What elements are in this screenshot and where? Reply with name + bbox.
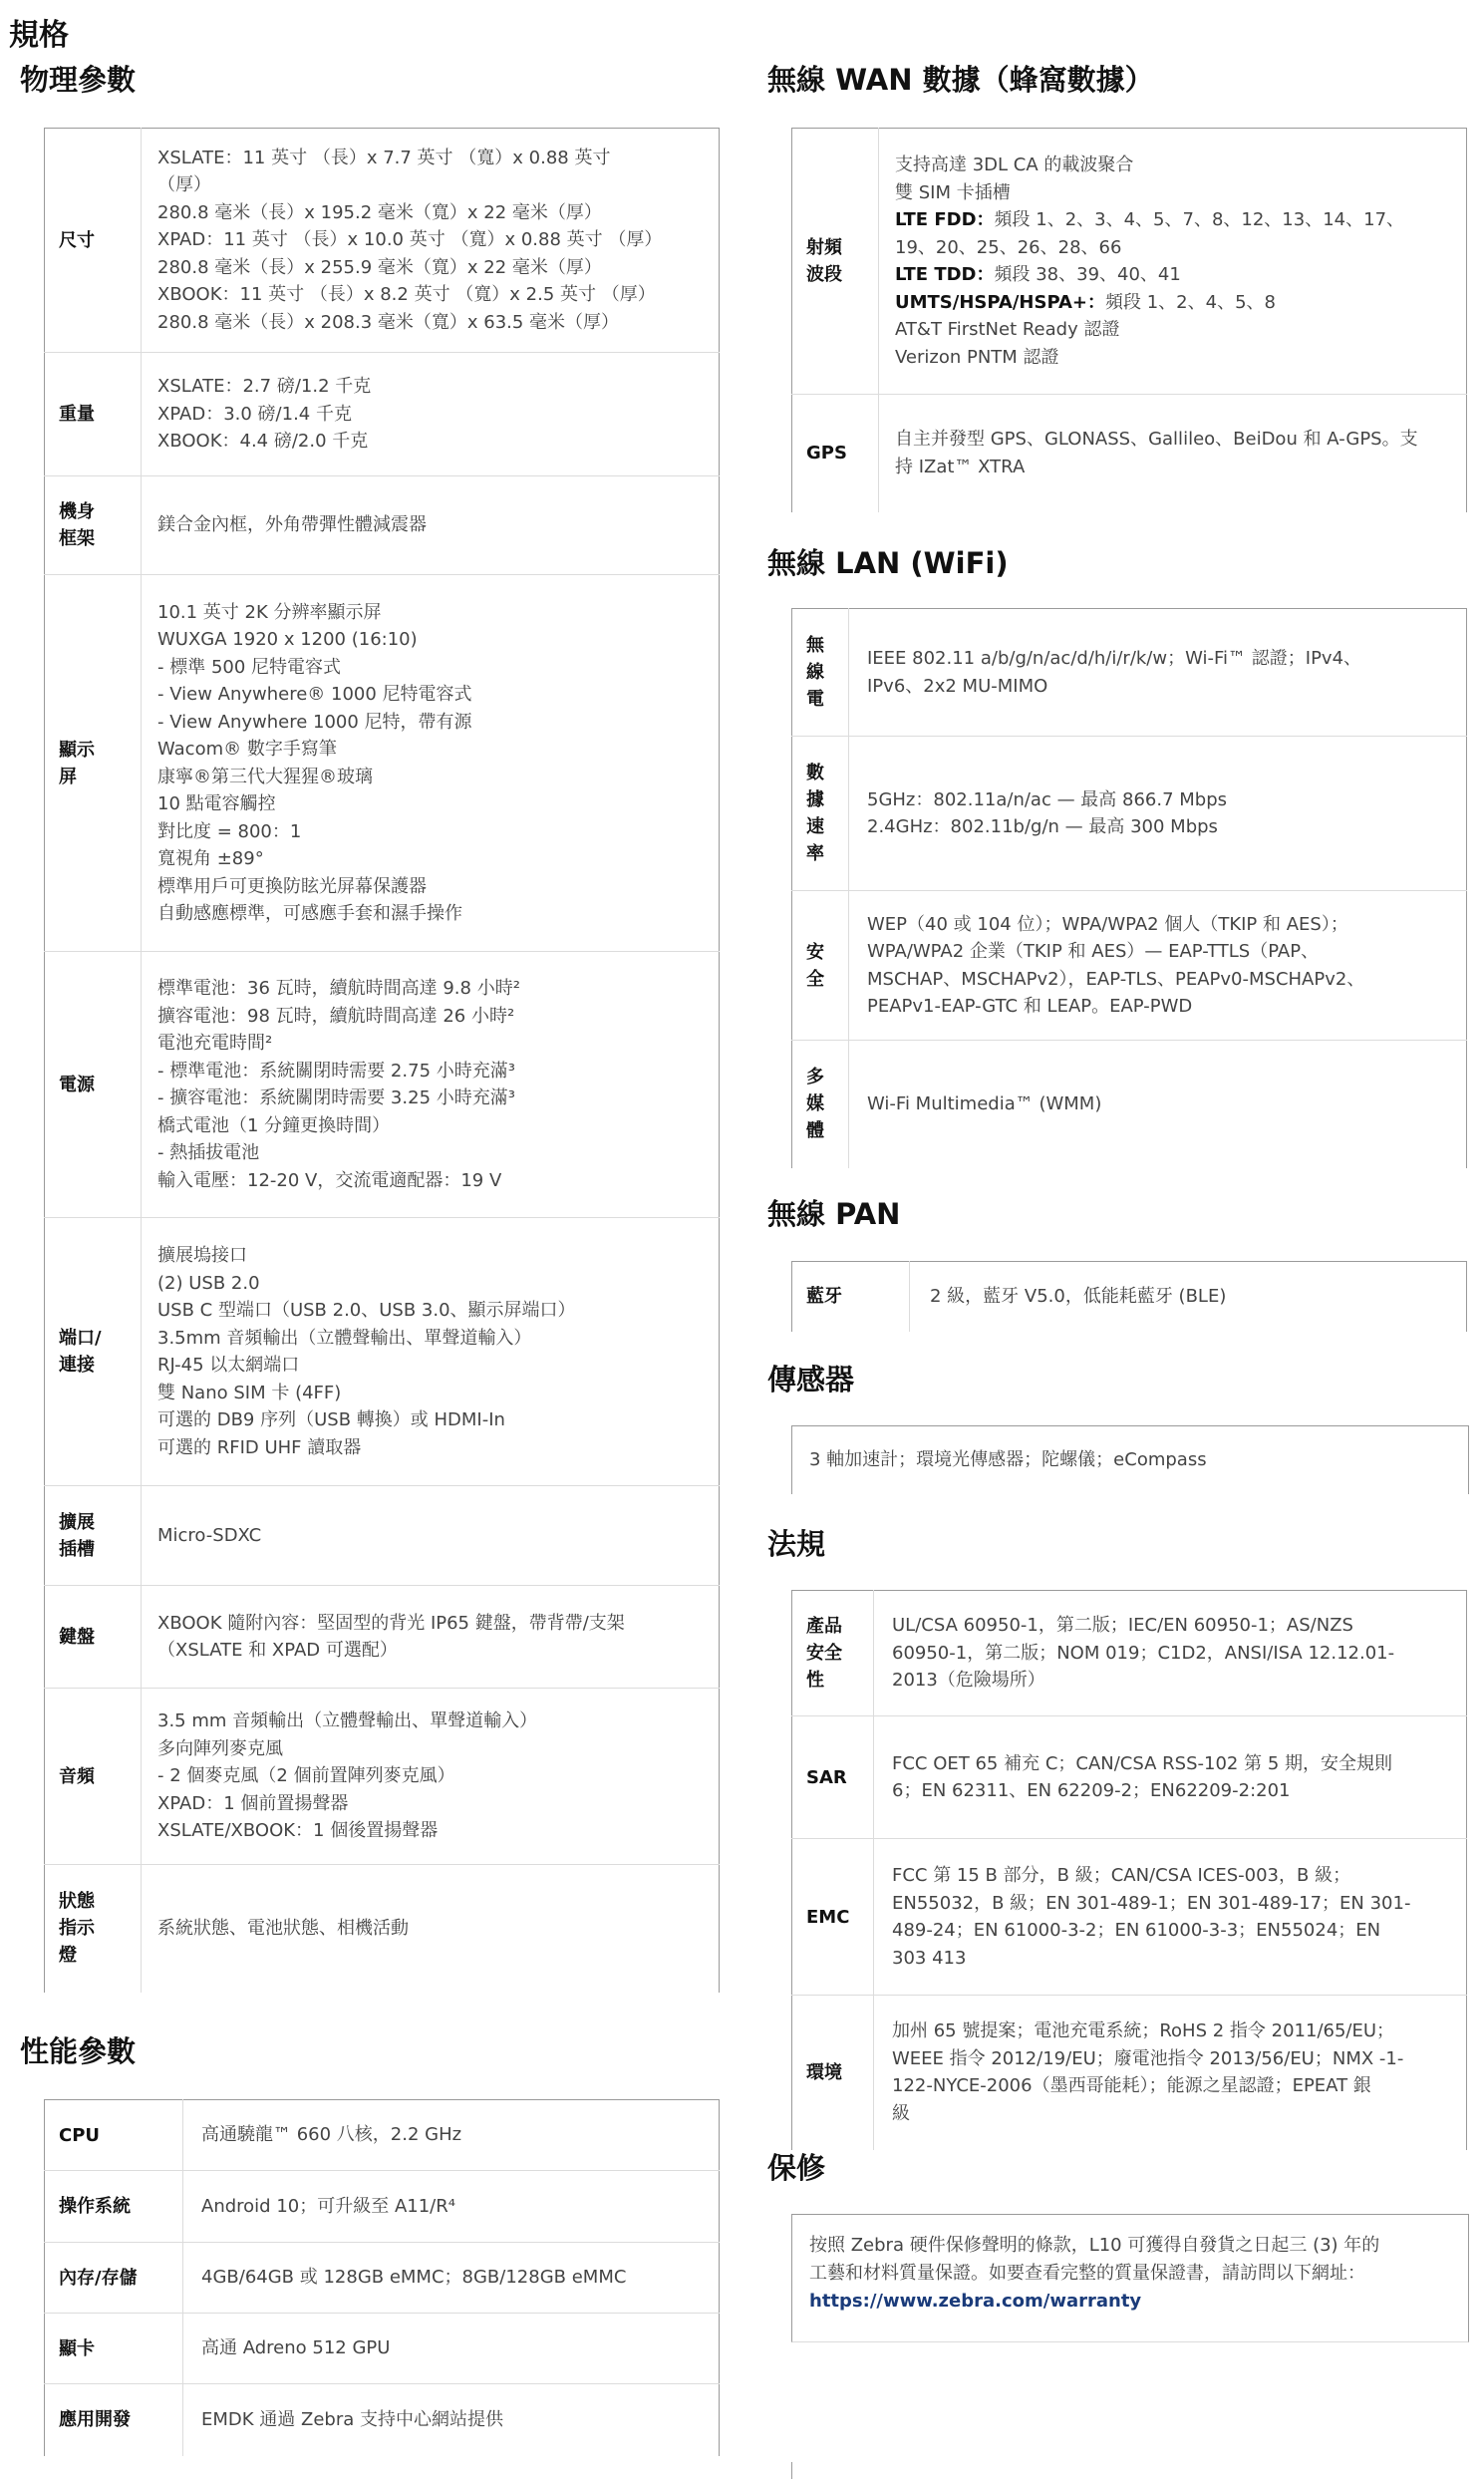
spec-value-line — [895, 454, 1466, 481]
spec-label-line: 數 — [806, 763, 824, 783]
spec-row — [45, 2171, 720, 2243]
spec-value-line: 寬視角 ±89° — [157, 848, 264, 869]
spec-value — [142, 476, 720, 575]
spec-value-line: 2.4GHz：802.11b/g/n — 最高 300 Mbps — [867, 816, 1218, 837]
spec-label — [45, 476, 142, 575]
spec-row — [45, 1689, 720, 1865]
spec-value-line: - 標準電池：系統關閉時需要 2.75 小時充滿³ — [157, 1060, 515, 1082]
spec-value-line: XSLATE：2.7 磅/1.2 千克 — [157, 376, 372, 398]
spec-value-line: XPAD：11 英寸 （長）x 10.0 英寸 （寬）x 0.88 英寸 （厚） — [157, 229, 663, 251]
spec-row — [45, 353, 720, 476]
spec-value-line: XPAD：3.0 磅/1.4 千克 — [157, 403, 352, 425]
spec-value-line: 級 — [892, 2102, 910, 2124]
spec-value-line: EMDK 通過 Zebra 支持中心網站提供 — [201, 2409, 503, 2430]
spec-value — [874, 1591, 1467, 1716]
spec-label-line: 連接 — [59, 1355, 95, 1376]
spec-value-line: WUXGA 1920 x 1200 (16:10) — [157, 629, 418, 650]
spec-label-line: 擴展 — [59, 1511, 95, 1533]
spec-value-text: 自主并發型 GPS、GLONASS、Gallileo、BeiDou 和 A-GPS。支 — [895, 429, 1418, 451]
spec-value-line: 4GB/64GB 或 128GB eMMC；8GB/128GB eMMC — [201, 2267, 627, 2289]
spec-value-line: FCC OET 65 補充 C；CAN/CSA RSS-102 第 5 期，安全規則 — [892, 1752, 1392, 1774]
spec-row — [45, 1586, 720, 1689]
spec-value — [874, 1839, 1467, 1996]
spec-label-line: 電源 — [59, 1074, 95, 1095]
spec-row — [45, 2100, 720, 2171]
spec-row — [45, 575, 720, 952]
spec-value-line: 489-24；EN 61000-3-2；EN 61000-3-3；EN55024；EN — [892, 1920, 1381, 1941]
spec-value-text: 雙 SIM 卡插槽 — [895, 181, 1011, 203]
spec-label-line: 內存/存儲 — [59, 2267, 138, 2289]
spec-value — [142, 952, 720, 1218]
spec-value-line: 可選的 DB9 序列（USB 轉換）或 HDMI-In — [157, 1409, 505, 1430]
section-title-wwan: 無線 WAN 數據（蜂窩數據） — [767, 63, 1154, 97]
warranty-text — [809, 2232, 1379, 2316]
section-title-regulatory: 法規 — [767, 1527, 826, 1561]
spec-value — [849, 1041, 1467, 1168]
spec-label — [792, 1839, 874, 1996]
spec-value-line: FCC 第 15 B 部分，B 級；CAN/CSA ICES-003，B 級； — [892, 1865, 1351, 1886]
spec-label-line: 性 — [806, 1670, 824, 1691]
spec-value — [879, 395, 1467, 512]
spec-row — [792, 1716, 1467, 1839]
spec-value-line: 280.8 毫米（長）x 195.2 毫米（寬）x 22 毫米（厚） — [157, 201, 602, 223]
section-title-wpan: 無線 PAN — [767, 1197, 901, 1231]
spec-label — [792, 395, 879, 512]
spec-label-line: 燈 — [59, 1945, 77, 1967]
spec-label-line: SAR — [806, 1766, 847, 1788]
spec-label-line: 多 — [806, 1067, 824, 1088]
spec-value-line: - View Anywhere® 1000 尼特電容式 — [157, 684, 472, 705]
spec-label — [45, 2243, 183, 2314]
spec-value-line: XBOOK 隨附內容：堅固型的背光 IP65 鍵盤，帶背帶/支架 — [157, 1612, 625, 1634]
page-title: 規格 — [9, 18, 69, 53]
spec-row — [45, 1865, 720, 1993]
spec-value-line — [895, 261, 1466, 289]
spec-value-line: 擴展塢接口 — [157, 1245, 247, 1266]
spec-label-line: 電 — [806, 689, 824, 710]
spec-value-text: AT&T FirstNet Ready 認證 — [895, 319, 1120, 340]
spec-label — [45, 1689, 142, 1865]
spec-value-line: Micro-SDXC — [157, 1524, 262, 1546]
spec-label-line: 框架 — [59, 528, 95, 549]
spec-value-line: 10.1 英寸 2K 分辨率顯示屏 — [157, 601, 382, 623]
spec-label — [45, 2171, 183, 2243]
spec-value-line — [895, 426, 1466, 454]
spec-value-text: 19、20、25、26、28、66 — [895, 236, 1122, 258]
spec-label-line: 音頻 — [59, 1765, 95, 1787]
warranty-box — [791, 2214, 1469, 2342]
spec-label — [45, 575, 142, 952]
spec-label — [45, 2314, 183, 2384]
spec-label-line: 產品 — [806, 1616, 842, 1637]
spec-label — [792, 129, 879, 395]
performance-spec-table — [44, 2099, 720, 2456]
spec-value-line — [895, 344, 1466, 372]
spec-value-line — [895, 206, 1466, 234]
wlan-spec-table — [791, 608, 1467, 1168]
spec-value-line: 10 點電容觸控 — [157, 793, 276, 814]
spec-value-line — [895, 152, 1466, 179]
spec-value-line: 303 413 — [892, 1947, 967, 1969]
spec-value-line: 可選的 RFID UHF 讀取器 — [157, 1436, 362, 1458]
spec-value-line: WPA/WPA2 企業（TKIP 和 AES）— EAP-TTLS（PAP、 — [867, 941, 1320, 962]
spec-label — [45, 1486, 142, 1586]
warranty-line: 按照 Zebra 硬件保修聲明的條款，L10 可獲得自發貨之日起三 (3) 年的 — [809, 2235, 1380, 2256]
spec-row — [45, 2243, 720, 2314]
spec-value-line — [895, 234, 1466, 262]
spec-value — [910, 1262, 1467, 1332]
spec-value-line: XPAD：1 個前置揚聲器 — [157, 1792, 349, 1814]
spec-value-line: （厚） — [157, 174, 211, 196]
spec-value-line: 鎂合金內框，外角帶彈性體減震器 — [157, 514, 427, 536]
spec-value-line: 標準用戶可更換防眩光屏幕保護器 — [157, 875, 427, 897]
spec-value-line: 標準電池：36 瓦時，續航時間高達 9.8 小時² — [157, 978, 520, 999]
spec-row — [792, 1591, 1467, 1716]
spec-row — [45, 2384, 720, 2456]
spec-label — [45, 353, 142, 476]
spec-label — [792, 1262, 910, 1332]
spec-label-line: 重量 — [59, 404, 95, 425]
spec-value-line: 2013（危險場所） — [892, 1670, 1045, 1692]
spec-value-line — [895, 316, 1466, 344]
sensors-text: 3 軸加速計；環境光傳感器；陀螺儀；eCompass — [809, 1449, 1207, 1470]
section-title-wlan: 無線 LAN (WiFi) — [767, 546, 1009, 580]
spec-label-line: 插槽 — [59, 1538, 95, 1560]
spec-value-text: 持 IZat™ XTRA — [895, 456, 1026, 477]
spec-label-line: 機身 — [59, 501, 95, 522]
spec-value-line: 3.5mm 音頻輸出（立體聲輸出、單聲道輸入） — [157, 1327, 532, 1349]
spec-value-line: EN55032，B 級；EN 301-489-1；EN 301-489-17；EN 301- — [892, 1892, 1411, 1914]
warranty-line: 工藝和材料質量保證。如要查看完整的質量保證書，請訪問以下網址： — [809, 2263, 1365, 2284]
spec-row — [45, 1218, 720, 1486]
divider — [791, 2462, 792, 2479]
spec-value-line: 自動感應標準，可感應手套和濕手操作 — [157, 903, 462, 924]
spec-row — [45, 952, 720, 1218]
spec-row — [792, 129, 1467, 395]
spec-value-line: - 熱插拔電池 — [157, 1142, 260, 1163]
spec-value-line: 高通驍龍™ 660 八核，2.2 GHz — [201, 2124, 462, 2146]
spec-value-line: Wacom® 數字手寫筆 — [157, 739, 337, 760]
spec-value-line: WEP（40 或 104 位）；WPA/WPA2 個人（TKIP 和 AES）； — [867, 913, 1348, 935]
spec-value-line — [895, 289, 1466, 317]
spec-value-line: MSCHAP、MSCHAPv2），EAP-TLS、PEAPv0-MSCHAPv2、 — [867, 968, 1365, 990]
spec-label — [792, 1041, 849, 1168]
spec-value-line: PEAPv1-EAP-GTC 和 LEAP。EAP-PWD — [867, 996, 1193, 1017]
spec-value-line: WEEE 指令 2012/19/EU；廢電池指令 2013/56/EU；NMX -1- — [892, 2047, 1404, 2069]
spec-value-text: 頻段 1、2、4、5、8 — [1105, 291, 1276, 313]
spec-value-line: (2) USB 2.0 — [157, 1272, 260, 1294]
spec-value-line: - View Anywhere 1000 尼特，帶有源 — [157, 711, 472, 733]
spec-value-line: RJ-45 以太網端口 — [157, 1355, 300, 1376]
spec-label-line: 波段 — [806, 264, 842, 285]
spec-label-line: 體 — [806, 1120, 824, 1142]
spec-value-line: 雙 Nano SIM 卡 (4FF) — [157, 1382, 342, 1403]
spec-label-line: CPU — [59, 2124, 101, 2146]
spec-label-line: 尺寸 — [59, 229, 95, 251]
spec-value-line: UL/CSA 60950-1，第二版；IEC/EN 60950-1；AS/NZS — [892, 1615, 1353, 1637]
spec-value-line: IEEE 802.11 a/b/g/n/ac/d/h/i/r/k/w；Wi-Fi™ 認證；IPv4、 — [867, 648, 1362, 669]
spec-label — [792, 1591, 874, 1716]
spec-label-line: 指示 — [59, 1918, 95, 1940]
spec-value-line: 6；EN 62311、EN 62209-2；EN62209-2:201 — [892, 1780, 1291, 1801]
sensors-box — [791, 1425, 1469, 1494]
spec-label — [45, 1586, 142, 1689]
spec-row — [45, 476, 720, 575]
spec-value-text: 頻段 38、39、40、41 — [994, 264, 1181, 285]
spec-value-line: XBOOK：4.4 磅/2.0 千克 — [157, 431, 369, 453]
spec-label-line: 速 — [806, 816, 824, 837]
spec-label-line: 屏 — [59, 766, 77, 787]
spec-value-line: 2 級，藍牙 V5.0，低能耗藍牙 (BLE) — [930, 1286, 1227, 1307]
spec-value — [849, 737, 1467, 891]
spec-value-text: 支持高達 3DL CA 的載波聚合 — [895, 155, 1134, 175]
spec-label — [45, 2384, 183, 2456]
spec-value-line: XSLATE/XBOOK：1 個後置揚聲器 — [157, 1820, 439, 1842]
spec-value — [183, 2171, 720, 2243]
spec-label — [45, 2100, 183, 2171]
spec-value — [879, 129, 1467, 395]
spec-value-line: 多向陣列麥克風 — [157, 1737, 283, 1759]
spec-row — [45, 1486, 720, 1586]
spec-label — [792, 609, 849, 737]
spec-label-line: 端口/ — [59, 1328, 102, 1349]
spec-value-line: （XSLATE 和 XPAD 可選配） — [157, 1640, 398, 1661]
spec-value — [142, 353, 720, 476]
spec-value-line: 280.8 毫米（長）x 255.9 毫米（寬）x 22 毫米（厚） — [157, 256, 602, 278]
spec-value-line: 高通 Adreno 512 GPU — [201, 2337, 391, 2359]
spec-value-line: Android 10；可升級至 A11/R⁴ — [201, 2195, 455, 2217]
spec-value-line: XSLATE：11 英寸 （長）x 7.7 英寸 （寬）x 0.88 英寸 — [157, 147, 611, 168]
section-title-physical: 物理參數 — [20, 63, 137, 97]
spec-label-line: EMC — [806, 1906, 850, 1928]
spec-value — [183, 2100, 720, 2171]
spec-row — [792, 891, 1467, 1041]
spec-value-line: 擴容電池：98 瓦時，續航時間高達 26 小時² — [157, 1005, 515, 1027]
spec-label-line: 率 — [806, 843, 824, 864]
spec-value-line: 橋式電池（1 分鐘更換時間） — [157, 1114, 391, 1136]
spec-row — [792, 1996, 1467, 2150]
spec-value-text: Verizon PNTM 認證 — [895, 346, 1059, 368]
spec-value-line: USB C 型端口（USB 2.0、USB 3.0、顯示屏端口） — [157, 1300, 576, 1321]
spec-value — [142, 575, 720, 952]
spec-value-line: 122-NYCE-2006（墨西哥能耗）；能源之星認證；EPEAT 銀 — [892, 2075, 1371, 2097]
spec-label-line: 安 — [806, 941, 824, 963]
spec-value-line: 康寧®第三代大猩猩®玻璃 — [157, 766, 373, 787]
spec-label-line: 據 — [806, 789, 824, 810]
warranty-link[interactable]: https://www.zebra.com/warranty — [809, 2291, 1142, 2312]
wpan-spec-table — [791, 1261, 1467, 1332]
spec-label-line: 安全 — [806, 1643, 842, 1664]
spec-value-line: - 標準 500 尼特電容式 — [157, 656, 342, 678]
spec-label-line: 藍牙 — [806, 1286, 842, 1308]
spec-value-line — [895, 179, 1466, 207]
spec-value-line: 系統狀態、電池狀態、相機活動 — [157, 1918, 409, 1939]
spec-label-line: 應用開發 — [59, 2409, 131, 2431]
spec-row — [792, 609, 1467, 737]
spec-label-line: 媒 — [806, 1093, 824, 1115]
spec-value — [183, 2314, 720, 2384]
spec-label — [45, 129, 142, 353]
spec-value — [183, 2243, 720, 2314]
spec-value-line: Wi-Fi Multimedia™ (WMM) — [867, 1093, 1102, 1114]
spec-value-key: LTE TDD： — [895, 264, 995, 285]
spec-value-line: 電池充電時間² — [157, 1033, 273, 1054]
spec-value — [874, 1716, 1467, 1839]
spec-value — [849, 891, 1467, 1041]
spec-row — [792, 1262, 1467, 1332]
spec-row — [792, 1839, 1467, 1996]
spec-label-line: 無 — [806, 635, 824, 656]
spec-row — [45, 129, 720, 353]
spec-label — [792, 1996, 874, 2150]
spec-label-line: 全 — [806, 968, 824, 990]
section-title-warranty: 保修 — [767, 2151, 826, 2185]
spec-value-key: UMTS/HSPA/HSPA+： — [895, 291, 1105, 313]
spec-label-line: 環境 — [806, 2061, 842, 2083]
spec-value-line: 60950-1，第二版；NOM 019；C1D2，ANSI/ISA 12.12.01- — [892, 1642, 1395, 1664]
spec-value-line: 對比度 = 800：1 — [157, 820, 302, 842]
spec-value — [874, 1996, 1467, 2150]
spec-label — [792, 891, 849, 1041]
spec-value — [142, 1486, 720, 1586]
spec-row — [792, 1041, 1467, 1168]
spec-label-line: 顯卡 — [59, 2337, 95, 2359]
spec-value-line: 加州 65 號提案；電池充電系統；RoHS 2 指令 2011/65/EU； — [892, 2020, 1395, 2042]
wwan-spec-table — [791, 128, 1467, 512]
physical-spec-table — [44, 128, 720, 1993]
section-title-performance: 性能參數 — [20, 2034, 137, 2068]
spec-row — [45, 2314, 720, 2384]
spec-label — [792, 737, 849, 891]
spec-label — [45, 1218, 142, 1486]
spec-value-line: IPv6、2x2 MU-MIMO — [867, 675, 1048, 697]
spec-label-line: 顯示 — [59, 739, 95, 761]
spec-value-text: 頻段 1、2、3、4、5、7、8、12、13、14、17、 — [994, 209, 1405, 230]
spec-value-line: 輸入電壓：12-20 V，交流電適配器：19 V — [157, 1169, 502, 1191]
spec-value — [142, 129, 720, 353]
spec-label-line: 狀態 — [59, 1891, 95, 1913]
spec-value — [183, 2384, 720, 2456]
regulatory-spec-table — [791, 1590, 1467, 2150]
spec-label-line: GPS — [806, 443, 847, 465]
spec-value-line: 5GHz：802.11a/n/ac — 最高 866.7 Mbps — [867, 788, 1228, 810]
spec-value-line: 280.8 毫米（長）x 208.3 毫米（寬）x 63.5 毫米（厚） — [157, 311, 620, 333]
spec-value — [849, 609, 1467, 737]
spec-value — [142, 1586, 720, 1689]
spec-value-line: - 擴容電池：系統關閉時需要 3.25 小時充滿³ — [157, 1087, 515, 1108]
spec-row — [792, 395, 1467, 512]
spec-value-line: 3.5 mm 音頻輸出（立體聲輸出、單聲道輸入） — [157, 1710, 538, 1732]
spec-value-key: LTE FDD： — [895, 209, 995, 230]
spec-label-line: 鍵盤 — [59, 1626, 95, 1648]
spec-value — [142, 1865, 720, 1993]
spec-value-line: XBOOK：11 英寸 （長）x 8.2 英寸 （寬）x 2.5 英寸 （厚） — [157, 284, 656, 306]
spec-row — [792, 737, 1467, 891]
section-title-sensors: 傳感器 — [767, 1363, 855, 1396]
spec-value — [142, 1218, 720, 1486]
spec-label-line: 線 — [806, 662, 824, 683]
spec-value-line: - 2 個麥克風（2 個前置陣列麥克風） — [157, 1765, 455, 1787]
spec-label — [45, 1865, 142, 1993]
spec-label — [792, 1716, 874, 1839]
spec-label-line: 操作系統 — [59, 2196, 131, 2217]
spec-label-line: 射頻 — [806, 237, 842, 258]
spec-value — [142, 1689, 720, 1865]
spec-label — [45, 952, 142, 1218]
